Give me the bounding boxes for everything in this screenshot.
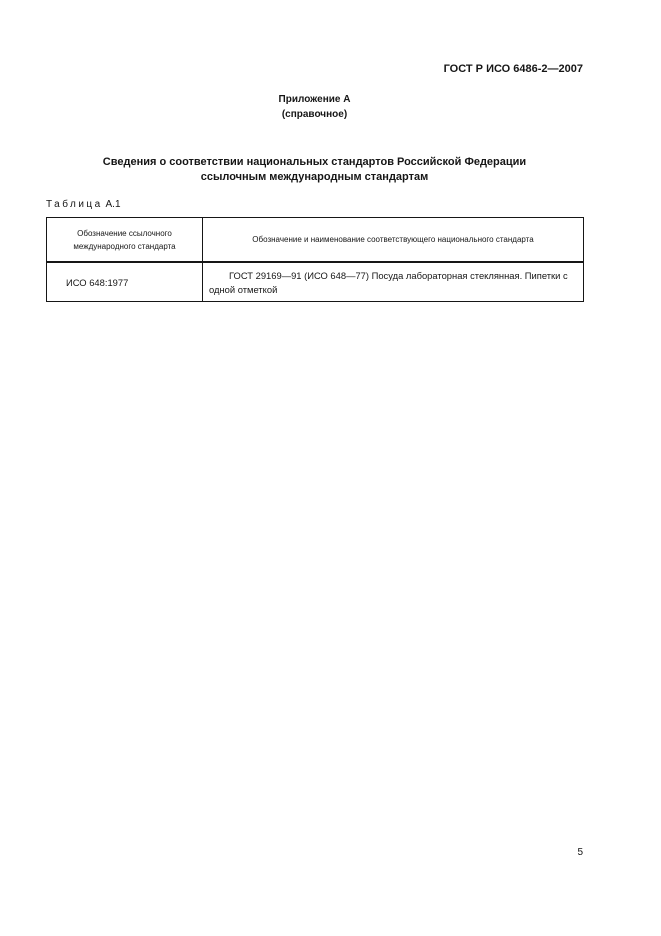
table-caption [46,199,121,210]
annex-type: (справочное) [281,108,348,120]
table-caption-number: А.1 [105,199,121,210]
page-title [46,155,583,185]
annex-title: Приложение А [278,94,351,105]
page-title-line1: Сведения о соответствии национальных стандартов Российской Федерации [102,156,527,168]
cell-intl-standard: ИСО 648:1977 [47,262,203,302]
page-number: 5 [577,847,583,858]
cell-natl-standard [203,262,584,302]
standards-correspondence-table [46,217,584,302]
table-row [47,262,584,302]
page-title-line2: ссылочным международным стандартам [200,171,429,183]
column-header-natl-standard: Обозначение и наименование соответствующего национального стандарта [203,218,584,263]
column-header-intl-standard: Обозначение ссылочного международного стандарта [47,218,203,263]
doc-number: ГОСТ Р ИСО 6486-2—2007 [443,63,583,75]
annex-heading [46,93,583,122]
table-header [47,218,584,263]
table-body [47,262,584,302]
natl-standard-text: ГОСТ 29169—91 (ИСО 648—77) Посуда лабораторная стеклянная. Пипетки с одной отметкой [209,270,568,295]
table-header-row [47,218,584,263]
table-caption-word: Таблица [46,199,103,210]
